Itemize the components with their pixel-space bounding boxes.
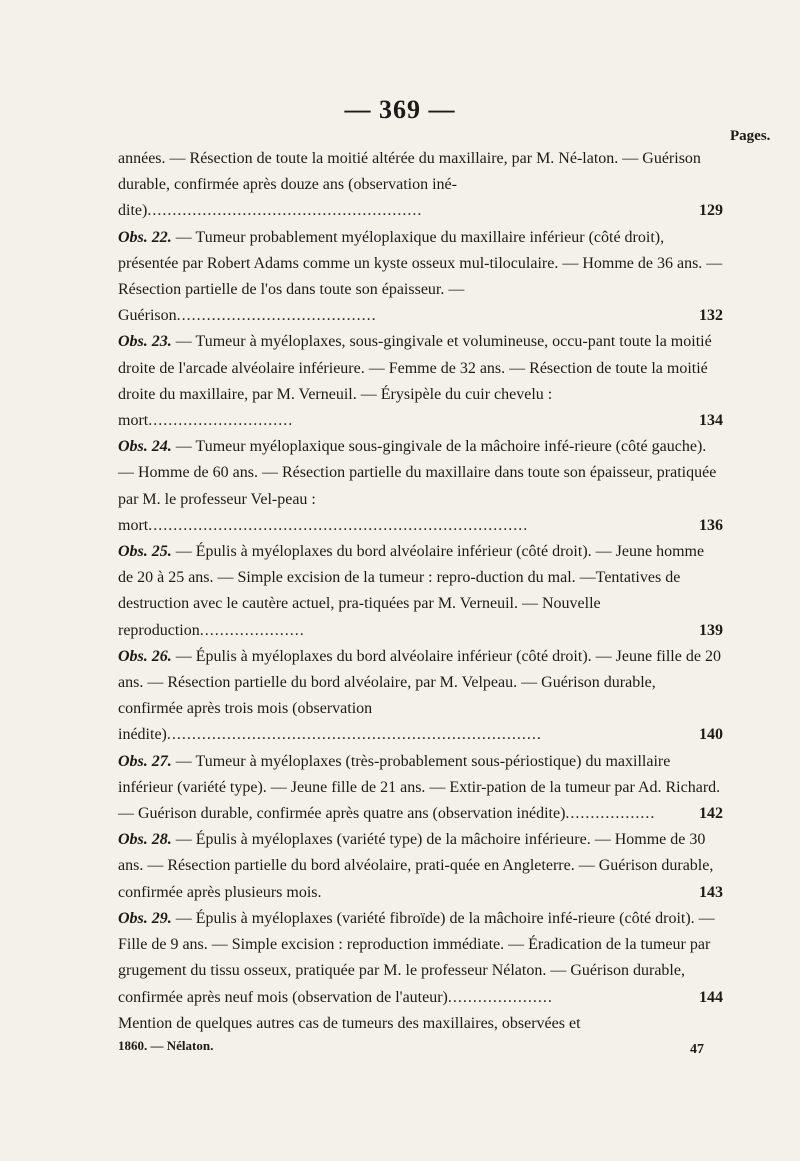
observation-number: Obs. 29. [118,909,172,927]
dot-leader: ....................................................... [147,202,423,220]
observation-number: Obs. 27. [118,752,172,770]
entry-text: — Tumeur à myéloplaxes, sous-gingivale et volumineuse, occu-pant toute la moitié droite de l'arcade alvéolaire inférieure. — Femme de 32 ans. — Résection de toute la moitié droite du maxillaire, par M. Verneuil. — Érysipèle du cuir chevelu : mort [118,333,712,430]
entry-text: — Tumeur probablement myéloplaxique du maxillaire inférieur (côté droit), présentée par Robert Adams comme un kyste osseux mul-tiloculaire. — Homme de 36 ans. — Résection partielle de l'os dans toute son épaisseur. — Guérison [118,228,723,325]
entry-page-number: 139 [699,621,723,639]
toc-entry [118,434,723,539]
entry-page-number: 143 [699,883,723,901]
toc-entry [118,906,723,1011]
signature-mark: 1860. — Nélaton. [118,1038,214,1053]
toc-entry [118,827,723,906]
dot-leader: ........................................................................... [166,726,542,744]
observation-number: Obs. 25. [118,543,172,561]
observation-number: Obs. 22. [118,228,172,246]
entry-text: — Tumeur à myéloplaxes (très-probablement sous-périostique) du maxillaire inférieur (variété type). — Jeune fille de 21 ans. — Extir-pation de la tumeur par Ad. Richard. — Guérison durable, confirmée après quatre ans (observation inédite) [118,752,721,823]
dot-leader: ............................................................................ [148,516,529,534]
dot-leader: ..................... [199,621,305,639]
entry-page-number: 134 [699,412,723,430]
entry-text: — Tumeur myéloplaxique sous-gingivale de la mâchoire infé-rieure (côté gauche). — Homme de 60 ans. — Résection partielle du maxillaire dans toute son épaisseur, pratiquée par M. le professeur Vel-peau : mort [118,438,717,534]
toc-entry [118,749,723,828]
entry-text: — Épulis à myéloplaxes (variété type) de la mâchoire inférieure. — Homme de 30 ans. — Résection partielle du bord alvéolaire, prati-quée en Angleterre. — Guérison durable, confirmée après plusieurs mois. [118,831,714,901]
dot-leader: ........................................ [176,307,377,325]
toc-entry [118,225,723,330]
table-of-contents [118,146,723,1037]
mention-line: Mention de quelques autres cas de tumeurs des maxillaires, observées et [118,1014,581,1032]
entry-text: — Épulis à myéloplaxes (variété fibroïde) de la mâchoire infé-rieure (côté droit). — Fille de 9 ans. — Simple excision : reproduction immédiate. — Éradication de la tumeur par grugement du tissu osseux, pratiquée par M. le professeur Nélaton. — Guérison durable, confirmée après neuf mois (observation de l'auteur) [118,909,715,1006]
dot-leader: ..................... [447,988,553,1006]
entry-text: années. — Résection de toute la moitié altérée du maxillaire, par M. Né-laton. — Guérison durable, confirmée après douze ans (observation iné-dite) [118,150,701,220]
observation-number: Obs. 23. [118,333,172,351]
entry-page-number: 140 [699,726,723,744]
toc-entry [118,644,723,749]
entry-page-number: 129 [699,202,723,220]
observation-number: Obs. 26. [118,647,172,665]
page-number: — 369 — [344,95,456,124]
dot-leader: .................. [565,805,656,823]
toc-entry [118,329,723,434]
entry-page-number: 132 [699,307,723,325]
entry-page-number: 136 [699,516,723,534]
pages-column-label: Pages. [730,128,771,144]
entry-page-number: 142 [699,805,723,823]
entry-text: — Épulis à myéloplaxes du bord alvéolaire inférieur (côté droit). — Jeune homme de 20 à 25 ans. — Simple excision de la tumeur : repro-duction du mal. —Tentatives de destruction avec le cautère actuel, pra-tiquées par M. Verneuil. — Nouvelle reproduction [118,543,705,639]
entry-page-number: 144 [699,988,723,1006]
sheet-number: 47 [690,1042,704,1057]
toc-entry [118,146,723,225]
toc-entry [118,539,723,644]
dot-leader: ............................. [148,412,294,430]
observation-number: Obs. 28. [118,831,172,849]
observation-number: Obs. 24. [118,438,172,456]
entry-text: — Épulis à myéloplaxes du bord alvéolaire inférieur (côté droit). — Jeune fille de 20 ans. — Résection partielle du bord alvéolaire, par M. Velpeau. — Guérison durable, confirmée après trois mois (observation inédite) [118,647,721,744]
